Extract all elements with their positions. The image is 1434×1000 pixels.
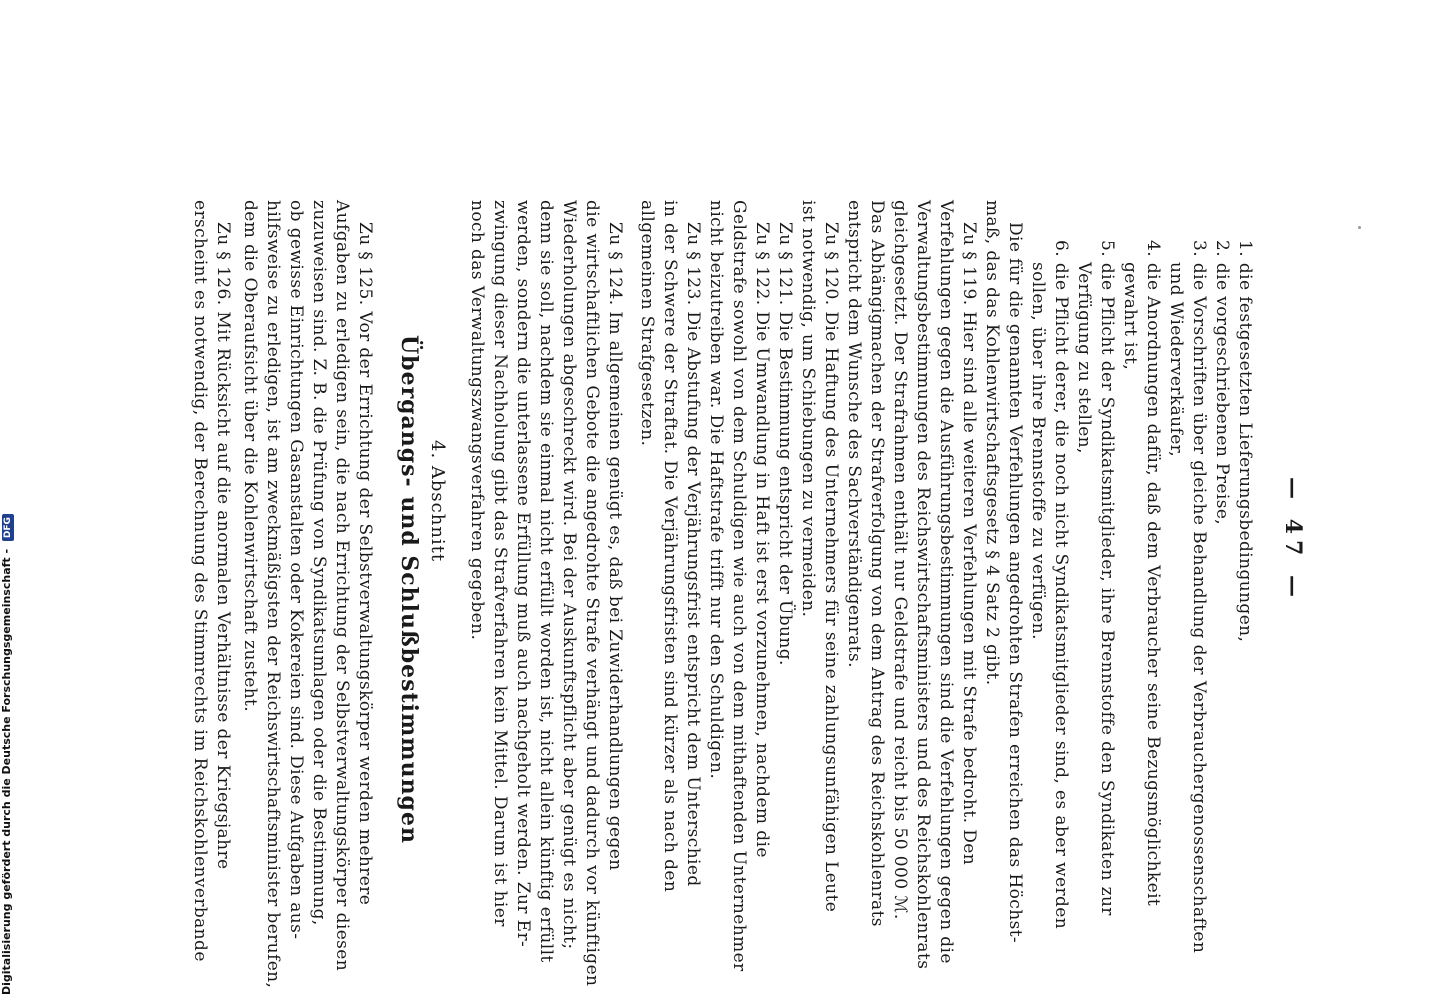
text-line: entspricht dem Wunsche des Sachverständigenrats. — [844, 200, 864, 668]
text-line: gewahrt ist, — [1120, 262, 1140, 371]
page-number: — 47 — — [1280, 477, 1306, 603]
document-page — [116, 200, 1316, 989]
text-line: die wirtschaftlichen Gebote die angedrohte Strafe verhängt und dadurch vor künftigen — [582, 200, 602, 987]
text-line: denn sie soll, nachdem sie einmal nicht erfüllt worden ist, nicht allein künftig erfüllt — [536, 200, 556, 963]
text-line: Zu § 119. Hier sind alle weiteren Verfehlungen mit Strafe bedroht. Den — [959, 222, 979, 866]
text-line: dem die Oberaufsicht über die Kohlenwirtschaft zusteht. — [240, 200, 260, 713]
dfg-logo: DFG — [2, 514, 14, 541]
text-line: 6. die Pflicht derer, die noch nicht Syndikatsmitglieder sind, es aber werden — [1051, 240, 1071, 930]
text-line: zwingung dieser Nachholung gibt das Strafverfahren kein Mittel. Darum ist hier — [490, 200, 510, 927]
text-line: ist notwendig, um Schiebungen zu vermeiden. — [798, 200, 818, 618]
text-line: Zu § 123. Die Abstufung der Verjährungsfrist entspricht dem Unterschied — [683, 222, 703, 887]
text-line: 2. die vorgeschriebenen Preise, — [1212, 240, 1232, 526]
text-line: 5. die Pflicht der Syndikatsmitglieder, ihre Brennstoffe den Syndikaten zur — [1097, 240, 1117, 916]
text-line: werden, sondern die unterlassene Erfüllung muß auch nachgeholt werden. Zur Er- — [513, 200, 533, 948]
section-heading: Übergangs- und Schlußbestimmungen — [396, 335, 422, 844]
text-line: gleichgesetzt. Der Strafrahmen enthält nur Geldstrafe und reicht bis 50 000 ℳ. — [890, 200, 910, 920]
text-line: Zu § 126. Mit Rücksicht auf die anormalen Verhältnisse der Kriegsjahre — [213, 222, 233, 870]
text-line: allgemeinen Strafgesetzen. — [637, 200, 657, 447]
text-line: 1. die festgesetzten Lieferungsbedingungen, — [1235, 240, 1255, 643]
text-line: maß, das das Kohlenwirtschaftsgesetz § 4 Satz 2 gibt. — [982, 200, 1002, 686]
text-line: und Wiederverkäufer, — [1166, 262, 1186, 458]
text-line: Das Abhängigmachen der Strafverfolgung von dem Antrag des Reichskohlenrats — [867, 200, 887, 927]
text-line: Verfügung zu stellen, — [1074, 262, 1094, 454]
text-line: erscheint es notwendig, der Berechnung des Stimmrechts im Reichskohlenverbande — [190, 200, 210, 962]
text-line: Aufgaben zu erledigen sein, die nach Errichtung der Selbstverwaltungskörper diesen — [332, 200, 352, 972]
text-line: Zu § 124. Im allgemeinen genügt es, daß bei Zuwiderhandlungen gegen — [605, 222, 625, 871]
text-line: ob gewisse Einrichtungen Gasanstalten oder Kokereien sind. Diese Aufgaben aus- — [286, 200, 306, 940]
text-line: Geldstrafe sowohl von dem Schuldigen wie auch von dem mithaftenden Unternehmer — [729, 200, 749, 972]
text-line: in der Schwere der Straftat. Die Verjährungsfristen sind kürzer als nach den — [660, 200, 680, 893]
text-line: Zu § 122. Die Umwandlung in Haft ist erst vorzunehmen, nachdem die — [752, 222, 772, 858]
credit-text: Digitalisierung gefördert durch die Deutsche Forschungsgemeinschaft - — [0, 548, 13, 995]
text-line: Zu § 125. Vor der Errichtung der Selbstverwaltungskörper werden mehrere — [355, 222, 375, 906]
text-line: Verfehlungen gegen die Ausführungsbestimmungen sind die Verfehlungen gegen die — [936, 200, 956, 964]
text-line: nicht beizutreiben war. Die Haftstrafe trifft nur den Schuldigen. — [706, 200, 726, 780]
text-line: Zu § 121. Die Bestimmung entspricht der Übung. — [775, 222, 795, 666]
text-line: Die für die genannten Verfehlungen angedrohten Strafen erreichen das Höchst- — [1005, 222, 1025, 944]
text-line: Wiederholungen abgeschreckt wird. Bei der Auskunftspflicht aber genügt es nicht; — [559, 200, 579, 950]
section-number: 4. Abschnitt — [427, 440, 448, 563]
digitization-credit — [0, 514, 14, 995]
text-line: Zu § 120. Die Haftung des Unternehmers für seine zahlungsunfähigen Leute — [821, 222, 841, 913]
text-line: hilfsweise zu erledigen, ist am zweckmäßigsten der Reichswirtschaftsminister berufen, — [263, 200, 283, 989]
text-line: zuzuweisen sind. Z. B. die Prüfung von Syndikatsumlagen oder die Bestimmung, — [309, 200, 329, 926]
text-line: sollen, über ihre Brennstoffe zu verfügen. — [1028, 262, 1048, 640]
text-line: 4. die Anordnungen dafür, daß dem Verbraucher seine Bezugsmöglichkeit — [1143, 240, 1163, 907]
scan-speck — [1358, 226, 1361, 229]
text-line: Verwaltungsbestimmungen des Reichswirtschaftsministers und des Reichskohlenrats — [913, 200, 933, 970]
text-line: 3. die Vorschriften über gleiche Behandlung der Verbrauchergenossenschaften — [1189, 240, 1209, 954]
text-line: noch das Verwaltungszwangsverfahren gegeben. — [467, 200, 487, 641]
